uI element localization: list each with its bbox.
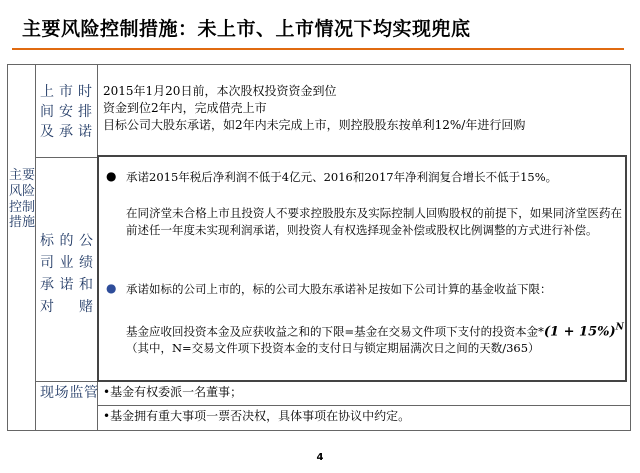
row-divider xyxy=(36,381,98,382)
listing-return-commitment-text: 承诺如标的公司上市的，标的公司大股东承诺补足按如下公司计算的基金收益下限： xyxy=(126,282,552,296)
filled-circle-bullet-icon: ● xyxy=(106,281,117,295)
row-divider xyxy=(36,157,98,158)
return-floor-formula xyxy=(126,320,624,357)
formula-base: (1 + 15%) xyxy=(543,324,616,340)
title-divider xyxy=(12,48,624,50)
listing-schedule-content xyxy=(103,83,525,134)
compensation-detail-text: 在同济堂未合格上市且投资人不要求控股股东及实际控制人回购股权的前提下，如果同济堂医药在前述任一年度未实现利润承诺，则投资人有权选择现金补偿或股权比例调整的方式进行补偿。 xyxy=(126,206,622,237)
formula-prefix: 基金应收回投资本金及应获收益之和的下限=基金在交易文件项下支付的投资本金* xyxy=(126,324,544,339)
listing-line: 2015年1月20日前，本次股权投资资金到位 xyxy=(103,84,337,98)
supervision-line: •基金拥有重大事项一票否决权，具体事项在协议中约定。 xyxy=(103,409,411,423)
profit-commitment-text: 承诺2015年税后净利润不低于4亿元、2016和2017年净利润复合增长不低于15%。 xyxy=(126,170,558,184)
formula-suffix: （其中，N=交易文件项下投资本金的支付日与锁定期届满次日之间的天数/365） xyxy=(126,341,540,356)
category-label: 主要风险控制措施 xyxy=(9,168,36,231)
category-column xyxy=(7,64,36,431)
listing-line: 资金到位2年内，完成借壳上市 xyxy=(103,101,267,115)
row1-divider xyxy=(97,65,98,157)
row3-line-divider xyxy=(97,405,630,406)
row-label-listing-schedule: 上市时间安排及承诺 xyxy=(40,84,92,140)
row-label-performance-commitment: 标的公司业绩承诺和对赌 xyxy=(40,233,93,315)
filled-circle-bullet-icon: ● xyxy=(106,169,117,183)
page-number: 4 xyxy=(316,452,324,463)
supervision-line: •基金有权委派一名董事； xyxy=(103,385,243,399)
slide-title: 主要风险控制措施：未上市、上市情况下均实现兜底 xyxy=(22,18,471,40)
row-label-onsite-supervision: 现场监管 xyxy=(40,385,98,401)
formula-exponent: N xyxy=(615,323,624,333)
listing-line: 目标公司大股东承诺，如2年内未完成上市，则控股股东按单利12%/年进行回购 xyxy=(103,118,526,132)
